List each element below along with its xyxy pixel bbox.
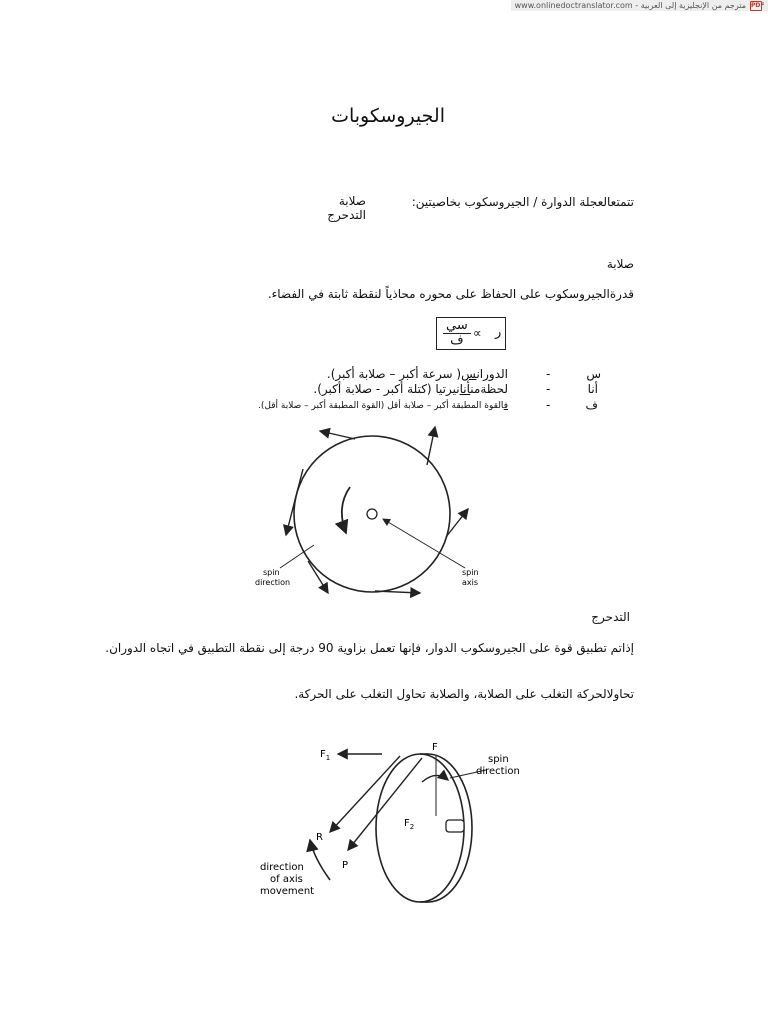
tangent-arrow: [320, 431, 355, 439]
rigidity-diagram: [240, 425, 480, 605]
def-text: الدورانس( سرعة أكبر – صلابة أكبر).: [326, 367, 508, 381]
axis-movement-label: direction: [260, 862, 304, 873]
def-dash: -: [546, 398, 551, 412]
p-label: P: [342, 860, 349, 871]
spin-axis-leader: [383, 519, 465, 568]
def-symbol: أنا: [587, 382, 598, 396]
spin-direction-label: spin: [263, 568, 280, 577]
page-title: الجيروسكوبات: [331, 105, 445, 127]
wheel-hub: [367, 509, 377, 519]
spin-direction-leader: [280, 545, 314, 568]
spin-axis-label: spin: [462, 568, 479, 577]
formula-numerator: سي: [443, 319, 471, 334]
axis-movement-label: of axis: [270, 874, 303, 885]
spin-direction-label: direction: [255, 578, 291, 587]
rigidity-description: قدرةالجيروسكوب على الحفاظ على محوره محاذياً لنقطة ثابتة في الفضاء.: [267, 287, 634, 301]
axis-movement-label: movement: [260, 886, 315, 897]
spin-arrow: [342, 487, 350, 533]
translator-link[interactable]: www.onlinedoctranslator.com - مترجم من الإنجليزية إلى العربية: [514, 1, 746, 10]
proportional-symbol: ∝: [473, 326, 482, 340]
axle: [446, 820, 464, 832]
f2-label: $F_2$: [404, 818, 415, 831]
def-dash: -: [546, 367, 551, 381]
spin-axis-label: axis: [462, 578, 479, 587]
property-rigidity: صلابة: [338, 194, 366, 208]
pdf-icon: PDF: [751, 1, 765, 9]
precession-heading: التدحرج: [591, 610, 630, 624]
formula-lhs: ر: [495, 325, 502, 340]
def-text: لحظةمنأنانيرتيا (كتلة أكبر - صلابة أكبر).: [313, 382, 508, 396]
property-precession: التدحرج: [327, 208, 366, 222]
precession-diagram: [250, 730, 530, 905]
formula-denominator: ف: [450, 333, 464, 348]
axis-movement-arrow: [310, 840, 330, 880]
rigidity-formula: [436, 317, 506, 350]
precession-line1: إذاتم تطبيق قوة على الجيروسكوب الدوار، فإنها تعمل بزاوية 90 درجة إلى نقطة التطبيق في اتجاه الدوران.: [105, 641, 634, 655]
rigidity-heading: صلابة: [606, 257, 634, 271]
f1-label: $F_1$: [320, 749, 331, 762]
spin-direction-label: direction: [476, 766, 520, 777]
intro-sentence: تتمتعالعجلة الدوارة / الجيروسكوب بخاصيتين:: [411, 195, 634, 209]
tangent-arrow: [427, 427, 435, 465]
precession-line2: تحاولالحركة التغلب على الصلابة، والصلابة تحاول التغلب على الحركة.: [294, 687, 634, 701]
f-label: F: [432, 742, 438, 753]
r-label: R: [316, 832, 323, 843]
translator-banner[interactable]: [511, 0, 768, 11]
tangent-arrow: [375, 591, 420, 593]
def-symbol: ف: [585, 398, 598, 412]
spin-direction-label: spin: [488, 754, 509, 765]
def-text: فالقوة المطبقة أكبر – صلابة أقل (القوة المطبقة أكبر – صلابة أقل).: [258, 401, 508, 411]
formula-fraction: [443, 319, 471, 348]
def-dash: -: [546, 382, 551, 396]
def-symbol: س: [586, 367, 601, 381]
